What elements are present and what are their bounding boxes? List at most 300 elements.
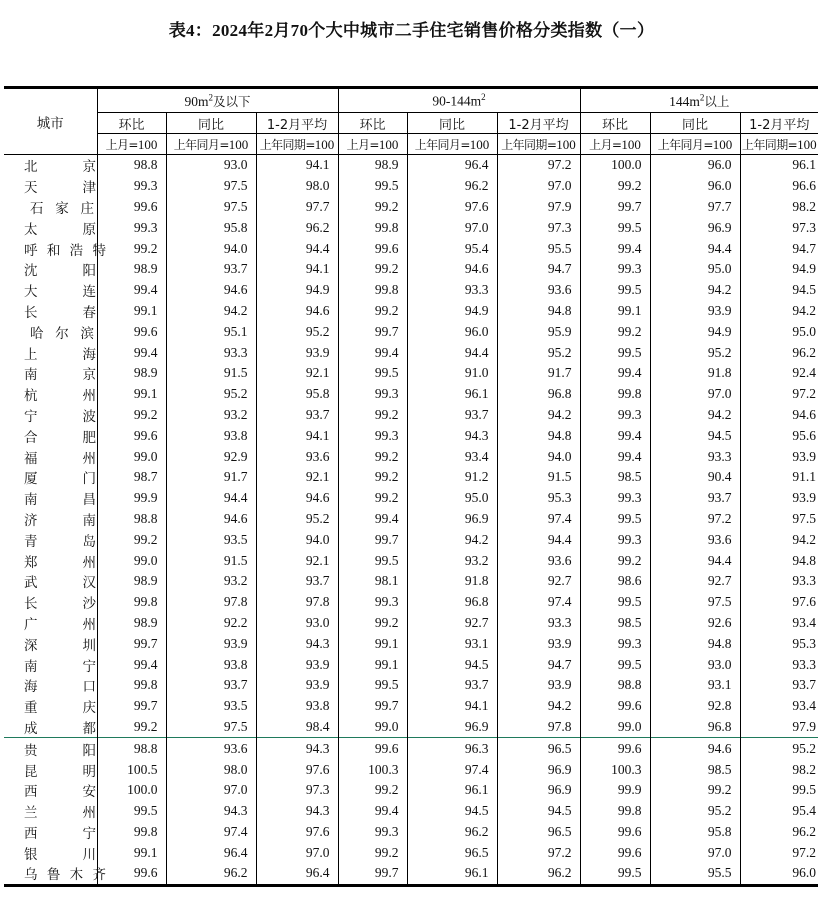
value-cell: 94.9 <box>407 301 497 322</box>
city-cell: 长沙 <box>4 592 97 613</box>
value-cell: 93.8 <box>166 425 256 446</box>
value-cell: 95.9 <box>497 321 580 342</box>
table-row <box>4 842 818 863</box>
value-cell: 91.8 <box>407 571 497 592</box>
value-cell: 96.2 <box>256 217 338 238</box>
value-cell: 94.2 <box>166 301 256 322</box>
value-cell: 95.2 <box>256 321 338 342</box>
table-row <box>4 301 818 322</box>
value-cell: 99.3 <box>580 259 650 280</box>
value-cell: 99.0 <box>580 717 650 738</box>
value-cell: 96.1 <box>740 155 818 176</box>
value-cell: 94.6 <box>740 405 818 426</box>
value-cell: 92.6 <box>650 613 740 634</box>
value-cell: 99.3 <box>338 592 407 613</box>
value-cell: 93.3 <box>166 342 256 363</box>
value-cell: 98.8 <box>97 155 166 176</box>
sub-header-mom: 环比 <box>580 113 650 134</box>
value-cell: 95.0 <box>407 488 497 509</box>
value-cell: 98.9 <box>97 613 166 634</box>
value-cell: 98.9 <box>97 571 166 592</box>
value-cell: 99.5 <box>338 550 407 571</box>
value-cell: 97.5 <box>166 176 256 197</box>
value-cell: 99.5 <box>580 654 650 675</box>
value-cell: 91.2 <box>407 467 497 488</box>
value-cell: 94.1 <box>256 155 338 176</box>
value-cell: 94.3 <box>256 738 338 759</box>
value-cell: 94.1 <box>407 696 497 717</box>
table-row <box>4 467 818 488</box>
value-cell: 93.1 <box>407 633 497 654</box>
value-cell: 99.2 <box>338 197 407 218</box>
value-cell: 93.9 <box>497 633 580 654</box>
value-cell: 97.6 <box>740 592 818 613</box>
value-cell: 96.9 <box>407 509 497 530</box>
value-cell: 99.3 <box>338 425 407 446</box>
value-cell: 94.2 <box>407 529 497 550</box>
value-cell: 96.2 <box>166 863 256 885</box>
value-cell: 96.2 <box>407 822 497 843</box>
table-row <box>4 280 818 301</box>
group-header-medium: $90-144m^2$ <box>338 88 580 113</box>
value-cell: 93.4 <box>740 613 818 634</box>
base-header: 上年同期=100 <box>256 134 338 155</box>
city-column-header: 城市 <box>4 88 97 155</box>
value-cell: 97.0 <box>497 176 580 197</box>
value-cell: 94.3 <box>256 633 338 654</box>
value-cell: 99.4 <box>97 280 166 301</box>
table-row <box>4 759 818 780</box>
value-cell: 95.2 <box>497 342 580 363</box>
value-cell: 99.8 <box>338 217 407 238</box>
base-header: 上年同月=100 <box>407 134 497 155</box>
value-cell: 94.1 <box>256 425 338 446</box>
city-cell: 南昌 <box>4 488 97 509</box>
table-row <box>4 717 818 738</box>
table-row <box>4 696 818 717</box>
value-cell: 92.7 <box>497 571 580 592</box>
value-cell: 93.4 <box>740 696 818 717</box>
value-cell: 96.9 <box>407 717 497 738</box>
value-cell: 93.2 <box>166 571 256 592</box>
value-cell: 96.2 <box>740 342 818 363</box>
base-header: 上年同月=100 <box>650 134 740 155</box>
value-cell: 97.4 <box>407 759 497 780</box>
value-cell: 99.6 <box>580 738 650 759</box>
value-cell: 97.0 <box>166 780 256 801</box>
value-cell: 99.2 <box>338 301 407 322</box>
value-cell: 99.1 <box>97 842 166 863</box>
value-cell: 94.6 <box>166 509 256 530</box>
value-cell: 99.4 <box>580 363 650 384</box>
value-cell: 94.8 <box>740 550 818 571</box>
base-header: 上月=100 <box>97 134 166 155</box>
city-cell: 厦门 <box>4 467 97 488</box>
value-cell: 99.5 <box>338 675 407 696</box>
city-cell: 武汉 <box>4 571 97 592</box>
value-cell: 94.7 <box>497 654 580 675</box>
value-cell: 99.1 <box>338 654 407 675</box>
value-cell: 93.5 <box>166 529 256 550</box>
sub-header-avg: 1-2月平均 <box>740 113 818 134</box>
value-cell: 93.0 <box>166 155 256 176</box>
value-cell: 99.6 <box>338 238 407 259</box>
value-cell: 93.8 <box>166 654 256 675</box>
value-cell: 98.8 <box>580 675 650 696</box>
value-cell: 95.8 <box>650 822 740 843</box>
value-cell: 93.9 <box>740 488 818 509</box>
value-cell: 99.1 <box>580 301 650 322</box>
value-cell: 99.2 <box>338 488 407 509</box>
table-row <box>4 822 818 843</box>
value-cell: 95.2 <box>256 509 338 530</box>
city-cell: 合肥 <box>4 425 97 446</box>
value-cell: 99.3 <box>580 405 650 426</box>
value-cell: 97.0 <box>256 842 338 863</box>
city-cell: 南宁 <box>4 654 97 675</box>
value-cell: 93.7 <box>256 571 338 592</box>
sub-header-avg: 1-2月平均 <box>497 113 580 134</box>
value-cell: 93.7 <box>650 488 740 509</box>
value-cell: 94.1 <box>256 259 338 280</box>
value-cell: 96.9 <box>497 759 580 780</box>
value-cell: 97.6 <box>256 822 338 843</box>
city-cell: 北京 <box>4 155 97 176</box>
value-cell: 95.5 <box>650 863 740 885</box>
city-cell: 太原 <box>4 217 97 238</box>
value-cell: 94.0 <box>166 238 256 259</box>
value-cell: 93.0 <box>650 654 740 675</box>
value-cell: 93.7 <box>407 405 497 426</box>
value-cell: 99.6 <box>338 738 407 759</box>
city-cell: 沈阳 <box>4 259 97 280</box>
value-cell: 93.7 <box>407 675 497 696</box>
value-cell: 99.4 <box>338 509 407 530</box>
value-cell: 94.3 <box>166 801 256 822</box>
city-cell: 海口 <box>4 675 97 696</box>
value-cell: 95.4 <box>407 238 497 259</box>
value-cell: 94.2 <box>650 280 740 301</box>
table-row <box>4 571 818 592</box>
value-cell: 96.2 <box>740 822 818 843</box>
value-cell: 96.3 <box>407 738 497 759</box>
city-cell: 福州 <box>4 446 97 467</box>
value-cell: 97.2 <box>650 509 740 530</box>
value-cell: 95.2 <box>740 738 818 759</box>
value-cell: 93.5 <box>166 696 256 717</box>
value-cell: 97.5 <box>166 197 256 218</box>
value-cell: 94.8 <box>650 633 740 654</box>
table-row <box>4 509 818 530</box>
city-cell: 哈尔滨 <box>4 321 97 342</box>
city-cell: 西安 <box>4 780 97 801</box>
value-cell: 92.1 <box>256 467 338 488</box>
value-cell: 99.5 <box>580 280 650 301</box>
value-cell: 99.3 <box>338 822 407 843</box>
value-cell: 100.0 <box>97 780 166 801</box>
value-cell: 99.2 <box>338 259 407 280</box>
value-cell: 97.8 <box>256 592 338 613</box>
sub-header-yoy: 同比 <box>166 113 256 134</box>
value-cell: 98.9 <box>97 259 166 280</box>
value-cell: 100.5 <box>97 759 166 780</box>
value-cell: 91.5 <box>166 363 256 384</box>
value-cell: 96.0 <box>650 155 740 176</box>
value-cell: 94.7 <box>497 259 580 280</box>
value-cell: 99.8 <box>97 675 166 696</box>
value-cell: 98.1 <box>338 571 407 592</box>
value-cell: 95.8 <box>256 384 338 405</box>
city-cell: 郑州 <box>4 550 97 571</box>
value-cell: 93.4 <box>407 446 497 467</box>
value-cell: 99.3 <box>580 529 650 550</box>
value-cell: 99.2 <box>338 405 407 426</box>
value-cell: 93.6 <box>166 738 256 759</box>
value-cell: 94.6 <box>650 738 740 759</box>
value-cell: 99.2 <box>338 446 407 467</box>
value-cell: 92.1 <box>256 550 338 571</box>
value-cell: 93.7 <box>740 675 818 696</box>
value-cell: 93.6 <box>650 529 740 550</box>
value-cell: 99.8 <box>580 384 650 405</box>
value-cell: 94.6 <box>166 280 256 301</box>
value-cell: 96.1 <box>407 863 497 885</box>
table-row <box>4 592 818 613</box>
value-cell: 92.4 <box>740 363 818 384</box>
value-cell: 97.5 <box>740 509 818 530</box>
value-cell: 99.5 <box>338 363 407 384</box>
value-cell: 93.9 <box>256 342 338 363</box>
value-cell: 95.0 <box>740 321 818 342</box>
table-row <box>4 238 818 259</box>
value-cell: 94.5 <box>407 654 497 675</box>
value-cell: 93.7 <box>166 675 256 696</box>
value-cell: 98.2 <box>740 759 818 780</box>
value-cell: 99.5 <box>580 342 650 363</box>
city-cell: 宁波 <box>4 405 97 426</box>
value-cell: 99.2 <box>97 405 166 426</box>
value-cell: 93.9 <box>650 301 740 322</box>
value-cell: 97.2 <box>740 842 818 863</box>
city-cell: 大连 <box>4 280 97 301</box>
value-cell: 98.2 <box>740 197 818 218</box>
value-cell: 100.3 <box>338 759 407 780</box>
value-cell: 96.9 <box>497 780 580 801</box>
value-cell: 99.4 <box>338 801 407 822</box>
value-cell: 94.9 <box>740 259 818 280</box>
value-cell: 96.4 <box>407 155 497 176</box>
value-cell: 99.4 <box>580 446 650 467</box>
value-cell: 99.0 <box>97 446 166 467</box>
value-cell: 99.3 <box>580 633 650 654</box>
value-cell: 93.3 <box>740 654 818 675</box>
table-row <box>4 155 818 176</box>
value-cell: 97.3 <box>497 217 580 238</box>
value-cell: 99.2 <box>580 176 650 197</box>
value-cell: 95.2 <box>166 384 256 405</box>
city-cell: 西宁 <box>4 822 97 843</box>
table-row <box>4 176 818 197</box>
value-cell: 99.4 <box>97 654 166 675</box>
value-cell: 93.9 <box>497 675 580 696</box>
value-cell: 93.9 <box>166 633 256 654</box>
value-cell: 99.6 <box>580 822 650 843</box>
sub-header-mom: 环比 <box>97 113 166 134</box>
value-cell: 99.2 <box>650 780 740 801</box>
value-cell: 96.2 <box>407 176 497 197</box>
value-cell: 92.1 <box>256 363 338 384</box>
value-cell: 95.5 <box>497 238 580 259</box>
value-cell: 94.4 <box>256 238 338 259</box>
value-cell: 97.9 <box>740 717 818 738</box>
value-cell: 93.9 <box>256 654 338 675</box>
value-cell: 94.8 <box>497 301 580 322</box>
value-cell: 98.8 <box>97 738 166 759</box>
value-cell: 91.5 <box>166 550 256 571</box>
value-cell: 91.7 <box>166 467 256 488</box>
value-cell: 93.2 <box>407 550 497 571</box>
city-cell: 成都 <box>4 717 97 738</box>
value-cell: 98.6 <box>580 571 650 592</box>
value-cell: 99.3 <box>97 176 166 197</box>
value-cell: 96.0 <box>650 176 740 197</box>
table-row <box>4 446 818 467</box>
table-row <box>4 363 818 384</box>
base-header: 上月=100 <box>338 134 407 155</box>
value-cell: 99.8 <box>580 801 650 822</box>
table-row <box>4 863 818 885</box>
value-cell: 96.6 <box>740 176 818 197</box>
value-cell: 94.0 <box>256 529 338 550</box>
value-cell: 97.5 <box>166 717 256 738</box>
table-row <box>4 738 818 759</box>
table-row <box>4 550 818 571</box>
value-cell: 100.0 <box>580 155 650 176</box>
value-cell: 95.8 <box>166 217 256 238</box>
value-cell: 96.4 <box>256 863 338 885</box>
value-cell: 97.3 <box>256 780 338 801</box>
value-cell: 97.3 <box>740 217 818 238</box>
city-cell: 杭州 <box>4 384 97 405</box>
sub-header-yoy: 同比 <box>407 113 497 134</box>
city-cell: 青岛 <box>4 529 97 550</box>
city-cell: 呼和浩特 <box>4 238 97 259</box>
value-cell: 93.8 <box>256 696 338 717</box>
value-cell: 93.2 <box>166 405 256 426</box>
value-cell: 100.3 <box>580 759 650 780</box>
value-cell: 99.6 <box>97 321 166 342</box>
value-cell: 93.6 <box>256 446 338 467</box>
value-cell: 99.9 <box>97 488 166 509</box>
value-cell: 99.1 <box>338 633 407 654</box>
value-cell: 97.2 <box>497 155 580 176</box>
value-cell: 99.5 <box>580 592 650 613</box>
city-cell: 乌鲁木齐 <box>4 863 97 885</box>
city-cell: 石家庄 <box>4 197 97 218</box>
value-cell: 96.5 <box>407 842 497 863</box>
value-cell: 95.3 <box>740 633 818 654</box>
value-cell: 96.0 <box>740 863 818 885</box>
value-cell: 92.9 <box>166 446 256 467</box>
value-cell: 95.2 <box>650 342 740 363</box>
city-cell: 广州 <box>4 613 97 634</box>
value-cell: 92.7 <box>407 613 497 634</box>
value-cell: 97.8 <box>497 717 580 738</box>
value-cell: 94.0 <box>497 446 580 467</box>
value-cell: 97.2 <box>497 842 580 863</box>
value-cell: 97.8 <box>166 592 256 613</box>
value-cell: 99.5 <box>338 176 407 197</box>
value-cell: 99.2 <box>97 529 166 550</box>
value-cell: 94.5 <box>497 801 580 822</box>
value-cell: 96.4 <box>166 842 256 863</box>
value-cell: 99.2 <box>338 613 407 634</box>
value-cell: 99.6 <box>97 425 166 446</box>
value-cell: 99.7 <box>338 321 407 342</box>
city-cell: 上海 <box>4 342 97 363</box>
table-row <box>4 780 818 801</box>
value-cell: 92.7 <box>650 571 740 592</box>
table-row <box>4 217 818 238</box>
base-header: 上年同期=100 <box>497 134 580 155</box>
value-cell: 94.4 <box>166 488 256 509</box>
value-cell: 94.4 <box>407 342 497 363</box>
value-cell: 95.0 <box>650 259 740 280</box>
table-row <box>4 675 818 696</box>
value-cell: 99.0 <box>97 550 166 571</box>
value-cell: 99.2 <box>580 550 650 571</box>
value-cell: 94.6 <box>256 301 338 322</box>
city-cell: 重庆 <box>4 696 97 717</box>
base-header: 上年同月=100 <box>166 134 256 155</box>
table-row <box>4 801 818 822</box>
value-cell: 94.4 <box>650 238 740 259</box>
value-cell: 97.4 <box>497 592 580 613</box>
value-cell: 99.2 <box>97 717 166 738</box>
value-cell: 99.5 <box>580 509 650 530</box>
value-cell: 98.5 <box>580 613 650 634</box>
value-cell: 93.9 <box>740 446 818 467</box>
value-cell: 99.4 <box>580 425 650 446</box>
value-cell: 99.1 <box>97 384 166 405</box>
value-cell: 93.6 <box>497 550 580 571</box>
value-cell: 97.5 <box>650 592 740 613</box>
value-cell: 99.3 <box>338 384 407 405</box>
value-cell: 90.4 <box>650 467 740 488</box>
value-cell: 99.1 <box>97 301 166 322</box>
table-row <box>4 613 818 634</box>
base-header: 上年同期=100 <box>740 134 818 155</box>
table-title: 表4：2024年2月70个大中城市二手住宅销售价格分类指数（一） <box>168 21 655 40</box>
value-cell: 93.3 <box>407 280 497 301</box>
table-row <box>4 342 818 363</box>
value-cell: 96.8 <box>650 717 740 738</box>
value-cell: 97.4 <box>166 822 256 843</box>
value-cell: 94.2 <box>740 301 818 322</box>
value-cell: 98.0 <box>166 759 256 780</box>
sub-header-mom: 环比 <box>338 113 407 134</box>
value-cell: 94.2 <box>497 696 580 717</box>
value-cell: 99.6 <box>580 842 650 863</box>
value-cell: 99.2 <box>580 321 650 342</box>
value-cell: 92.8 <box>650 696 740 717</box>
value-cell: 96.8 <box>407 592 497 613</box>
value-cell: 96.0 <box>407 321 497 342</box>
value-cell: 98.0 <box>256 176 338 197</box>
value-cell: 94.8 <box>497 425 580 446</box>
value-cell: 99.8 <box>338 280 407 301</box>
value-cell: 94.3 <box>256 801 338 822</box>
